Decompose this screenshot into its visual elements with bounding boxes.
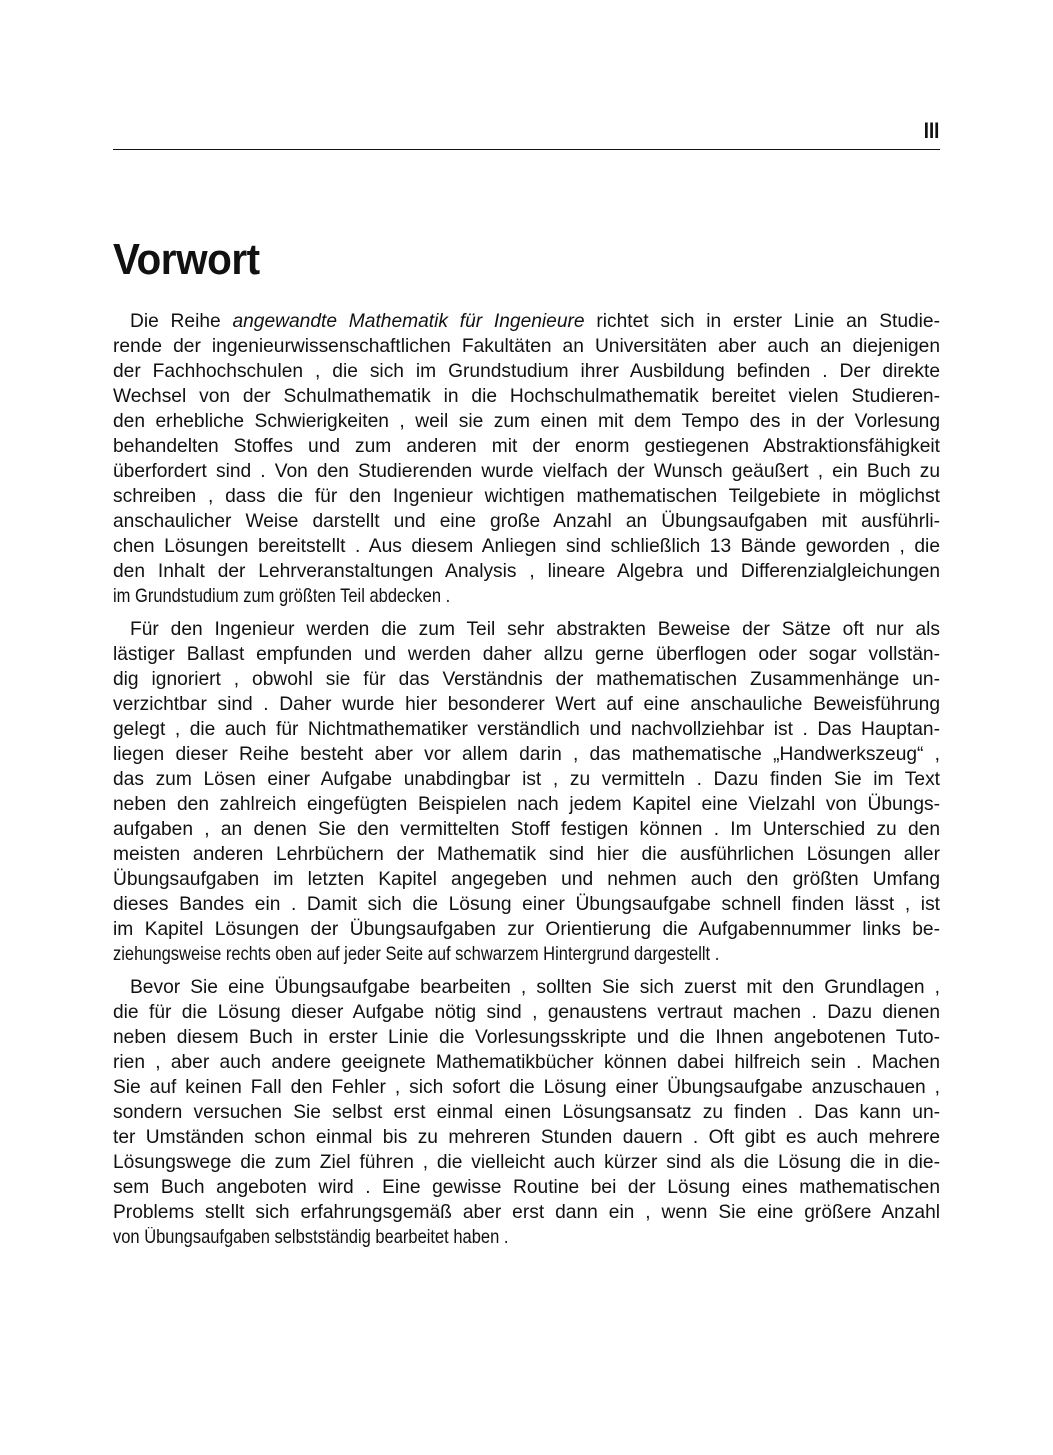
text-line: überfordert sind . Von den Studierenden wurde vielfach der Wunsch geäußert , ein Buch zu [113,461,940,482]
text-line: neben diesem Buch in erster Linie die Vorlesungsskripte und die Ihnen angebotenen Tuto- [113,1027,940,1048]
text-line: meisten anderen Lehrbüchern der Mathematik sind hier die ausführlichen Lösungen aller [113,844,940,865]
header-rule [113,149,940,150]
text-line: neben den zahlreich eingefügten Beispielen nach jedem Kapitel eine Vielzahl von Übungs- [113,794,940,815]
paragraph-1 [113,309,940,609]
text-line: sondern versuchen Sie selbst erst einmal einen Lösungsansatz zu finden . Das kann un- [113,1102,940,1123]
text-line: Die Reihe angewandte Mathematik für Ingenieure richtet sich in erster Linie an Studie- [130,311,940,332]
text-line: den Inhalt der Lehrveranstaltungen Analysis , lineare Algebra und Differenzialgleichungen [113,561,940,582]
text-line: im Kapitel Lösungen der Übungsaufgaben zur Orientierung die Aufgabennummer links be- [113,919,940,940]
text-line: sem Buch angeboten wird . Eine gewisse Routine bei der Lösung eines mathematischen [113,1177,940,1198]
text-line: dieses Bandes ein . Damit sich die Lösung einer Übungsaufgabe schnell finden lässt , ist [113,894,940,915]
text-line: Sie auf keinen Fall den Fehler , sich sofort die Lösung einer Übungsaufgabe anzuschauen , [113,1077,940,1098]
text-line: gelegt , die auch für Nichtmathematiker verständlich und nachvollziehbar ist . Das Hauptan- [113,719,940,740]
text-line: der Fachhochschulen , die sich im Grundstudium ihrer Ausbildung befinden . Der direkte [113,361,940,382]
page-number: III [923,118,939,143]
text-line: ziehungsweise rechts oben auf jeder Seite auf schwarzem Hintergrund dargestellt . [113,944,720,965]
text-line: die für die Lösung dieser Aufgabe nötig sind , genaustens vertraut machen . Dazu dienen [113,1002,940,1023]
paragraph-3 [113,975,940,1250]
text-line: Für den Ingenieur werden die zum Teil sehr abstrakten Beweise der Sätze oft nur als [130,619,940,640]
text-line: das zum Lösen einer Aufgabe unabdingbar ist , zu vermitteln . Dazu finden Sie im Text [113,769,940,790]
text-line: Übungsaufgaben im letzten Kapitel angegeben und nehmen auch den größten Umfang [113,869,940,890]
text-line: Wechsel von der Schulmathematik in die Hochschulmathematik bereitet vielen Studieren- [113,386,940,407]
body-text [113,309,940,1258]
text-line: aufgaben , an denen Sie den vermittelten Stoff festigen können . Im Unterschied zu den [113,819,940,840]
paragraph-2 [113,617,940,967]
text-line: liegen dieser Reihe besteht aber vor allem darin , das mathematische „Handwerkszeug“ , [113,744,940,765]
text-line: den erhebliche Schwierigkeiten , weil sie zum einen mit dem Tempo des in der Vorlesung [113,411,940,432]
text-line: lästiger Ballast empfunden und werden daher allzu gerne überflogen oder sogar vollstän- [113,644,940,665]
chapter-title: Vorwort [113,235,260,284]
text-line: anschaulicher Weise darstellt und eine große Anzahl an Übungsaufgaben mit ausführli- [113,511,940,532]
text-line: Bevor Sie eine Übungsaufgabe bearbeiten , sollten Sie sich zuerst mit den Grundlagen , [130,977,940,998]
text-line: im Grundstudium zum größten Teil abdecken . [113,586,451,607]
text-line: verzichtbar sind . Daher wurde hier besonderer Wert auf eine anschauliche Beweisführung [113,694,940,715]
text-line: Problems stellt sich erfahrungsgemäß aber erst dann ein , wenn Sie eine größere Anzahl [113,1202,940,1223]
text-line: rende der ingenieurwissenschaftlichen Fakultäten an Universitäten aber auch an diejenigen [113,336,940,357]
text-line: von Übungsaufgaben selbstständig bearbeitet haben . [113,1227,509,1248]
text-line: Lösungswege die zum Ziel führen , die vielleicht auch kürzer sind als die Lösung die in die- [113,1152,940,1173]
text-line: dig ignoriert , obwohl sie für das Verständnis der mathematischen Zusammenhänge un- [113,669,940,690]
text-line: chen Lösungen bereitstellt . Aus diesem Anliegen sind schließlich 13 Bände geworden , die [113,536,940,557]
series-title: angewandte Mathematik für Ingenieure [232,311,585,332]
text-line: rien , aber auch andere geeignete Mathematikbücher können dabei hilfreich sein . Machen [113,1052,940,1073]
text-line: ter Umständen schon einmal bis zu mehreren Stunden dauern . Oft gibt es auch mehrere [113,1127,940,1148]
text-line: schreiben , dass die für den Ingenieur wichtigen mathematischen Teilgebiete in möglichst [113,486,940,507]
text-line: behandelten Stoffes und zum anderen mit der enorm gestiegenen Abstraktionsfähigkeit [113,436,940,457]
